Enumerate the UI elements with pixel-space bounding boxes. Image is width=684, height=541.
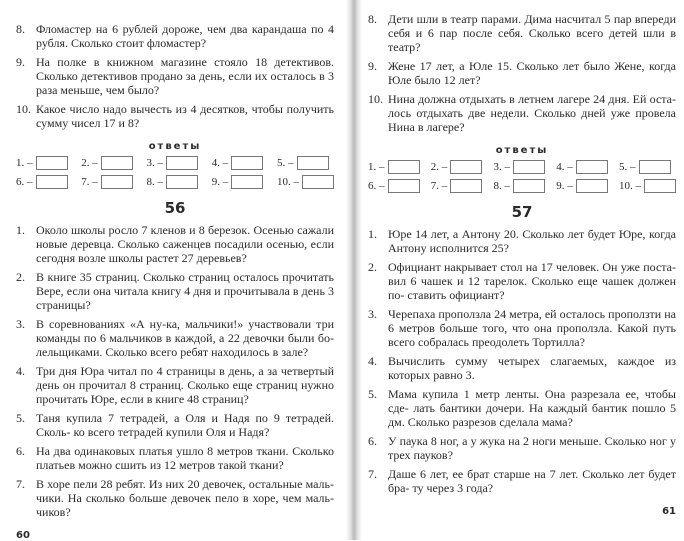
answer-input-box[interactable] — [36, 175, 68, 189]
problem-text-line: чики. На сколько больше девочек пело в хоре, чем маль- — [36, 491, 334, 505]
problem-text — [36, 223, 334, 265]
problem-text-line: собралась преодолеть Тортилла? — [418, 335, 585, 349]
problem-text-line: На два одинаковых платья ушло 8 метров ткани. Сколько — [36, 444, 334, 458]
answer-slot-3 — [147, 156, 199, 170]
answer-label: 5. – — [619, 161, 636, 173]
problem-text-line: Антону исполнится 25? — [388, 241, 510, 255]
problem-text — [36, 22, 334, 50]
problem-text-line: На полке в книжном магазине стояло 18 детективов. — [36, 55, 334, 69]
problem-text-line: лось отдыхать две недели. Сколько дней уже провела Нина — [388, 106, 676, 134]
answer-slot-8 — [147, 175, 199, 189]
problem-number: 6. — [16, 444, 25, 458]
answer-label: 1. – — [16, 157, 33, 169]
problem-text-line: ту через 3 года? — [412, 481, 494, 495]
answer-input-box[interactable] — [450, 160, 482, 174]
problem-number: 4. — [368, 354, 377, 368]
problem-text-line: Вере, если она читала книгу 4 дня и прочитывала в день 3 — [36, 284, 334, 298]
problem-number: 6. — [368, 434, 377, 448]
answer-slot-5 — [277, 156, 334, 170]
answer-input-box[interactable] — [231, 175, 263, 189]
prev-problem-10 — [368, 92, 676, 134]
answer-slot-6 — [16, 175, 68, 189]
answer-label: 6. – — [368, 180, 385, 192]
answer-input-box[interactable] — [166, 175, 198, 189]
section-problem-5 — [368, 387, 676, 429]
problem-text-line: Какое число надо вычесть из 4 десятков, чтобы получить — [36, 102, 334, 116]
answer-slot-10 — [277, 175, 334, 189]
problem-text-line: рубля. Сколько стоит фломастер? — [36, 36, 207, 50]
problem-text-line: У паука 8 ног, а у жука на 2 ноги меньше. Сколько ног у — [388, 434, 676, 448]
problem-text — [36, 317, 334, 359]
answer-label: 7. – — [81, 176, 98, 188]
section-problem-4 — [368, 354, 676, 382]
answer-slot-4 — [212, 156, 264, 170]
answer-label: 8. – — [146, 176, 163, 188]
answer-input-box[interactable] — [576, 179, 608, 193]
section-problem-6 — [16, 444, 334, 472]
answer-input-box[interactable] — [101, 175, 133, 189]
problem-text-line: день он прочитал 8 страниц. Сколько еще страниц нужно — [36, 378, 334, 392]
problem-text — [36, 102, 334, 130]
answer-input-box[interactable] — [302, 175, 334, 189]
answers-heading: ответы — [495, 145, 549, 156]
problem-text-line: трех пауков? — [388, 448, 453, 462]
section-problem-2 — [16, 270, 334, 312]
problem-number: 10. — [16, 102, 31, 116]
section-problem-3 — [16, 317, 334, 359]
problem-text-line: было 12 лет? — [414, 73, 481, 87]
problem-text-line: ко всего тетрадей купили Оля и Надя? — [73, 425, 270, 439]
problem-number: 8. — [16, 22, 25, 36]
problem-text-line: Официант накрывает стол на 17 человек. Он уже поста- — [388, 260, 676, 274]
problem-number: 3. — [16, 317, 25, 331]
problem-number: 7. — [16, 477, 25, 491]
answer-input-box[interactable] — [513, 179, 545, 193]
problem-text-line: новые деревца. Сколько саженцев посадили осенью, если — [36, 237, 334, 251]
answer-input-box[interactable] — [576, 160, 608, 174]
answers-grid — [16, 156, 334, 189]
answer-slot-3 — [494, 160, 546, 174]
problem-number: 9. — [368, 59, 377, 73]
problem-text — [388, 59, 676, 87]
problem-text — [388, 387, 676, 429]
problem-number: 2. — [368, 260, 377, 274]
problem-text-line: Три дня Юра читал по 4 страницы в день, а за четвертый — [36, 364, 334, 378]
problem-text — [388, 354, 676, 382]
problem-text — [36, 270, 334, 312]
problem-text-line: Мама купила 1 метр ленты. Она разрезала ее, чтобы сде- — [388, 387, 676, 415]
problem-text-line: В хоре пели 28 ребят. Из них 20 девочек, остальные маль- — [36, 477, 334, 491]
section-problem-7 — [368, 467, 676, 495]
problem-text-line: равно 3. — [433, 368, 475, 382]
answer-input-box[interactable] — [513, 160, 545, 174]
problem-number: 10. — [368, 92, 383, 106]
section-problem-7 — [16, 477, 334, 519]
answer-label: 2. – — [81, 157, 98, 169]
problem-number: 5. — [16, 411, 25, 425]
problem-text-line: Черепаха проползла 24 метра, ей осталось проползти на 6 — [388, 307, 676, 335]
problem-text-line: сумму чисел 17 и 8? — [36, 116, 140, 130]
problem-text — [36, 364, 334, 406]
answer-input-box[interactable] — [388, 160, 420, 174]
problem-text-line: в лагере? — [417, 120, 465, 134]
problem-text-line: раза меньше, чем было? — [36, 83, 160, 97]
problem-text-line: Дети шли в театр парами. Дима насчитал 5 пар впереди — [388, 12, 676, 26]
section-problem-1 — [368, 227, 676, 255]
problem-text-line: Жене 17 лет, а Юле 15. Сколько лет было Жене, когда Юле — [388, 59, 676, 87]
page-number: 61 — [662, 506, 676, 517]
problem-text-line: лать бантики дочери. На каждый бантик пошло 5 дм. — [388, 401, 677, 429]
problem-text — [388, 227, 676, 255]
problem-text-line: прочитать Юре, если в книге 48 страниц? — [36, 392, 249, 406]
problem-text-line: Сколько разрезов сделала мама? — [407, 415, 573, 429]
answer-label: 3. – — [146, 157, 163, 169]
problem-number: 4. — [16, 364, 25, 378]
problem-text-line: Вычислить сумму четырех слагаемых, каждое из которых — [388, 354, 676, 382]
problem-text-line: Фломастер на 6 рублей дороже, чем два карандаша по 4 — [36, 22, 334, 36]
prev-problem-8 — [16, 22, 334, 50]
problem-number: 5. — [368, 387, 377, 401]
answer-input-box[interactable] — [36, 156, 68, 170]
problem-text — [388, 12, 676, 54]
section-problem-6 — [368, 434, 676, 462]
problem-text-line: Нина должна отдыхать в летнем лагере 24 дня. Ей оста- — [388, 92, 676, 106]
problem-text-line: Около школы росло 7 кленов и 8 березок. Осенью сажали — [36, 223, 334, 237]
answer-slot-9 — [556, 179, 608, 193]
section-problem-5 — [16, 411, 334, 439]
problem-text-line: ставить официант? — [407, 288, 505, 302]
problem-text — [36, 477, 334, 519]
problem-text-line: вил 6 чашек и 12 тарелок. Сколько еще чашек должен по- — [388, 274, 676, 302]
problem-number: 1. — [368, 227, 377, 241]
answer-slot-5 — [619, 160, 676, 174]
answer-label: 9. – — [556, 180, 573, 192]
answer-slot-8 — [494, 179, 546, 193]
problem-text — [36, 411, 334, 439]
problem-text-line: себя и 6 пар после себя. Сколько всего детей шли в театр? — [388, 26, 676, 54]
problem-text — [388, 260, 676, 302]
answers-heading: ответы — [148, 141, 202, 152]
answer-label: 6. – — [16, 176, 33, 188]
problem-text-line: сегодня возле школы растет 27 деревьев? — [36, 251, 247, 265]
answer-label: 4. – — [211, 157, 229, 169]
answer-slot-9 — [212, 175, 264, 189]
book-spine — [346, 0, 362, 540]
answers-grid — [368, 160, 676, 193]
problem-text-line: платьев можно сшить из 12 метров такой ткани? — [36, 458, 284, 472]
section-number: 56 — [164, 199, 186, 217]
answer-label: 7. – — [430, 180, 448, 192]
problem-text — [388, 92, 676, 134]
problem-number: 3. — [368, 307, 377, 321]
problem-number: 7. — [368, 467, 377, 481]
problem-text-line: метров больше того, что она проползла. Какой путь всего — [388, 321, 677, 349]
problem-text — [388, 467, 676, 495]
answer-slot-2 — [81, 156, 133, 170]
prev-problem-9 — [368, 59, 676, 87]
section-problem-1 — [16, 223, 334, 265]
problem-number: 2. — [16, 270, 25, 284]
answer-input-box[interactable] — [101, 156, 133, 170]
answer-input-box[interactable] — [644, 179, 676, 193]
answer-input-box[interactable] — [231, 156, 263, 170]
page-number: 60 — [16, 530, 30, 541]
answer-label: 1. – — [368, 161, 385, 173]
problem-text — [388, 434, 676, 462]
problem-text-line: лельщиками. Сколько всего ребят находилось в зале? — [36, 345, 309, 359]
answer-label: 10. – — [619, 180, 641, 192]
problem-text-line: Таня купила 7 тетрадей, а Оля и Надя по 9 тетрадей. Сколь- — [36, 411, 334, 439]
problem-text-line: чиков? — [36, 505, 71, 519]
problem-text-line: В соревнованиях «А ну-ка, мальчики!» участвовали три — [36, 317, 334, 331]
answer-slot-1 — [368, 160, 420, 174]
answer-slot-2 — [431, 160, 483, 174]
answer-label: 3. – — [493, 161, 510, 173]
problem-text-line: Сколько детективов продано за день, если их осталось в 3 — [36, 69, 334, 83]
prev-problem-9 — [16, 55, 334, 97]
problem-text — [388, 307, 676, 349]
prev-problem-10 — [16, 102, 334, 130]
problem-number: 9. — [16, 55, 25, 69]
right-page — [362, 0, 684, 517]
answer-input-box[interactable] — [639, 160, 671, 174]
answer-slot-7 — [431, 179, 483, 193]
answer-label: 8. – — [493, 180, 510, 192]
answer-slot-4 — [556, 160, 608, 174]
answer-label: 5. – — [277, 157, 294, 169]
problem-text-line: В книге 35 страниц. Сколько страниц осталось прочитать — [36, 270, 334, 284]
answer-label: 2. – — [430, 161, 448, 173]
answer-slot-7 — [81, 175, 133, 189]
problem-text-line: команды по 6 мальчиков в каждой, а 22 девочки были бо- — [36, 331, 334, 345]
problem-number: 1. — [16, 223, 25, 237]
answer-slot-10 — [619, 179, 676, 193]
answer-slot-1 — [16, 156, 68, 170]
section-problem-2 — [368, 260, 676, 302]
section-number: 57 — [511, 203, 533, 221]
answer-label: 10. – — [277, 176, 299, 188]
problem-text — [36, 444, 334, 472]
answer-input-box[interactable] — [297, 156, 329, 170]
problem-text-line: Даше 6 лет, ее брат старше на 7 лет. Сколько лет будет бра- — [388, 467, 676, 495]
prev-problem-8 — [368, 12, 676, 54]
problem-text-line: страницы? — [36, 298, 91, 312]
answer-label: 4. – — [556, 161, 573, 173]
problem-text-line: Юре 14 лет, а Антону 20. Сколько лет будет Юре, когда — [388, 227, 676, 241]
answer-slot-6 — [368, 179, 420, 193]
answer-label: 9. – — [211, 176, 229, 188]
problem-text — [36, 55, 334, 97]
section-problem-4 — [16, 364, 334, 406]
problem-number: 8. — [368, 12, 377, 26]
answer-input-box[interactable] — [166, 156, 198, 170]
answer-input-box[interactable] — [388, 179, 420, 193]
section-problem-3 — [368, 307, 676, 349]
answer-input-box[interactable] — [450, 179, 482, 193]
